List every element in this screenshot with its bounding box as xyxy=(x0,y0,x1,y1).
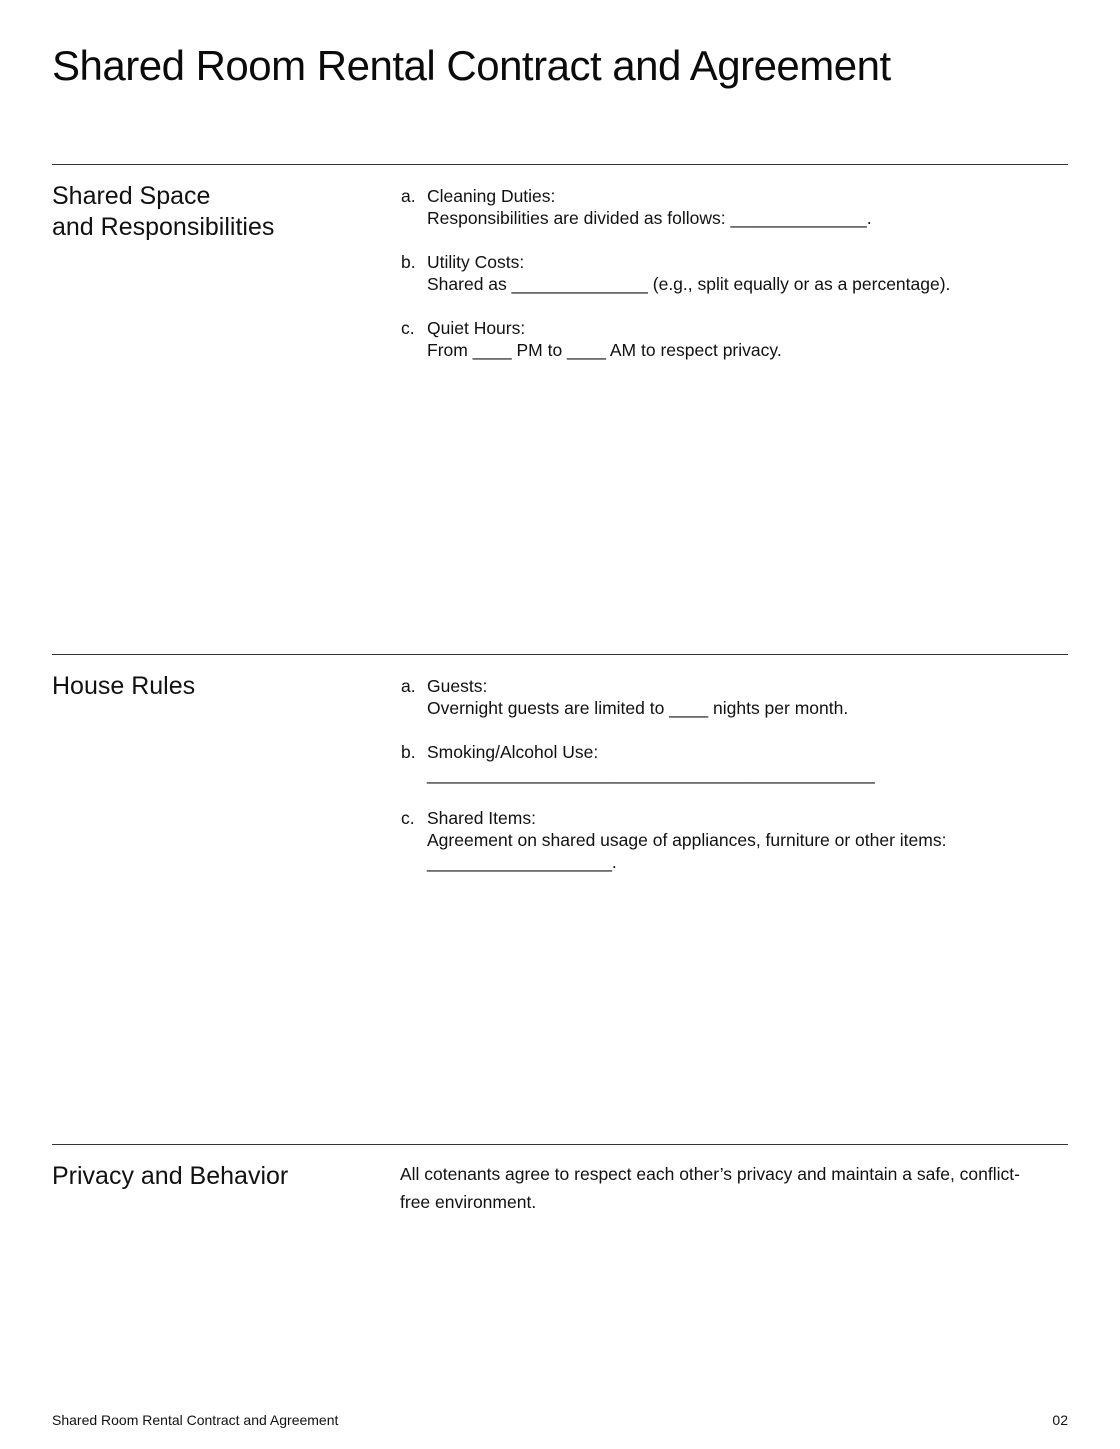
clause-text: From ____ PM to ____ AM to respect privacy. xyxy=(427,340,782,360)
section-privacy-behavior xyxy=(52,1144,1068,1345)
section-heading xyxy=(52,181,372,243)
clause-text: Responsibilities are divided as follows: ______________. xyxy=(427,208,872,228)
clause-text: ______________________________________________ xyxy=(427,764,875,784)
section-heading-line: House Rules xyxy=(52,672,196,700)
clause-text: Agreement on shared usage of appliances, furniture or other items: ___________________. xyxy=(427,830,947,872)
clause-title: Smoking/Alcohol Use: xyxy=(427,742,599,762)
section-heading xyxy=(52,1161,372,1192)
clause-marker: b. xyxy=(401,252,416,272)
section-body-text: All cotenants agree to respect each other’s privacy and maintain a safe, conflict-free environment. xyxy=(400,1164,1020,1212)
page-title: Shared Room Rental Contract and Agreement xyxy=(52,42,891,89)
section-house-rules xyxy=(52,654,1068,1145)
clause-utility-costs xyxy=(401,251,1061,295)
footer-page-number: 02 xyxy=(1052,1412,1068,1428)
section-heading xyxy=(52,671,372,702)
section-shared-space xyxy=(52,164,1068,655)
clause-shared-items xyxy=(401,807,1061,873)
clause-title: Utility Costs: xyxy=(427,252,525,272)
clause-quiet-hours xyxy=(401,317,1061,361)
clause-title: Cleaning Duties: xyxy=(427,186,556,206)
footer-document-title: Shared Room Rental Contract and Agreement xyxy=(52,1412,339,1428)
section-heading-line: Shared Space xyxy=(52,182,211,210)
clause-smoking-alcohol xyxy=(401,741,1061,785)
clause-marker: c. xyxy=(401,318,415,338)
clause-text: Overnight guests are limited to ____ nights per month. xyxy=(427,698,849,718)
section-heading-line: Privacy and Behavior xyxy=(52,1162,289,1190)
section-heading-line: and Responsibilities xyxy=(52,213,275,241)
clause-cleaning-duties xyxy=(401,185,1061,229)
clause-title: Guests: xyxy=(427,676,488,696)
clause-marker: a. xyxy=(401,186,416,206)
clause-title: Quiet Hours: xyxy=(427,318,526,338)
clause-text: Shared as ______________ (e.g., split equally or as a percentage). xyxy=(427,274,951,294)
clause-title: Shared Items: xyxy=(427,808,536,828)
clause-marker: b. xyxy=(401,742,416,762)
clause-guests xyxy=(401,675,1061,719)
clause-marker: c. xyxy=(401,808,415,828)
clause-list xyxy=(401,675,1061,895)
clause-list xyxy=(401,185,1061,383)
clause-marker: a. xyxy=(401,676,416,696)
